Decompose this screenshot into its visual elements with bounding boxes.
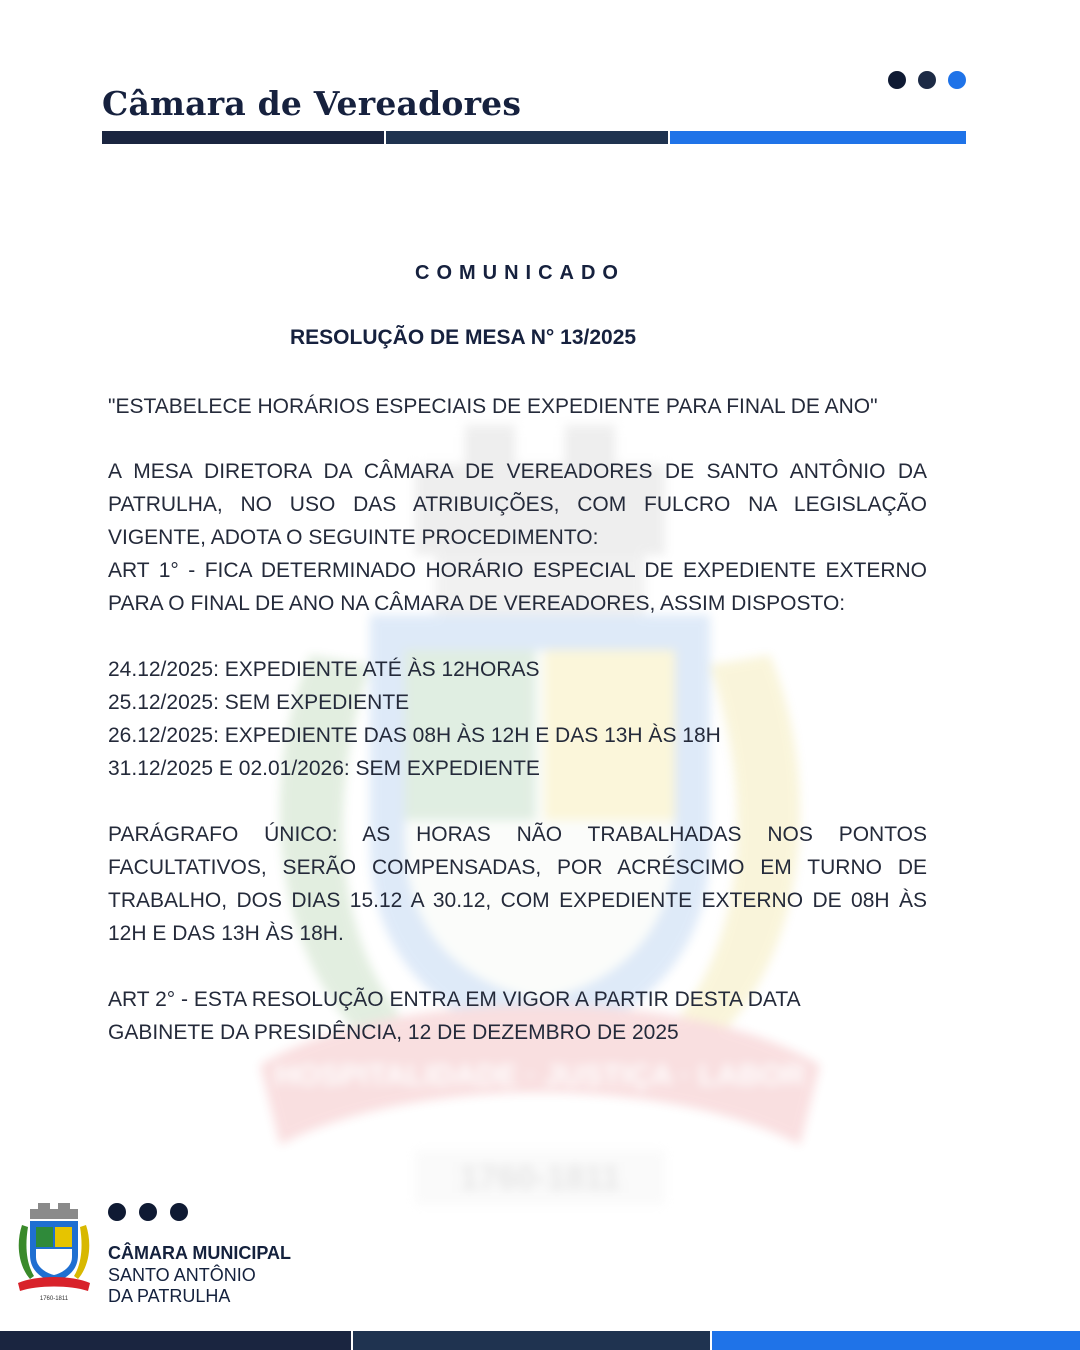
bar-segment-dark [102, 131, 384, 144]
schedule-item: 26.12/2025: EXPEDIENTE DAS 08H ÀS 12H E DAS 13H ÀS 18H [108, 724, 721, 747]
bar-segment-blue [670, 131, 966, 144]
header-dot [948, 71, 966, 89]
schedule-item: 24.12/2025: EXPEDIENTE ATÉ ÀS 12HORAS [108, 658, 540, 681]
signature-line: GABINETE DA PRESIDÊNCIA, 12 DE DEZEMBRO DE 2025 [108, 1021, 679, 1044]
resolution-ementa: "ESTABELECE HORÁRIOS ESPECIAIS DE EXPEDIENTE PARA FINAL DE ANO" [108, 395, 878, 418]
bar-segment-blue [712, 1331, 1080, 1350]
bar-segment-navy [386, 131, 668, 144]
article-1: ART 1° - FICA DETERMINADO HORÁRIO ESPECIAL DE EXPEDIENTE EXTERNO PARA O FINAL DE ANO NA CÂMARA DE VEREADORES, ASSIM DISPOSTO: [108, 559, 927, 615]
footer-dots [108, 1203, 188, 1221]
municipal-crest-logo [16, 1203, 92, 1303]
bar-segment-navy [353, 1331, 710, 1350]
resolution-number: RESOLUÇÃO DE MESA N° 13/2025 [290, 326, 637, 349]
resolution-preamble: A MESA DIRETORA DA CÂMARA DE VEREADORES DE SANTO ANTÔNIO DA PATRULHA, NO USO DAS ATRIBUIÇÕES, COM FULCRO NA LEGISLAÇÃO VIGENTE, ADOTA O SEGUINTE PROCEDIMENTO: [108, 460, 927, 549]
paragrafo-unico: PARÁGRAFO ÚNICO: AS HORAS NÃO TRABALHADAS NOS PONTOS FACULTATIVOS, SERÃO COMPENSADAS, POR ACRÉSCIMO EM TURNO DE TRABALHO, DOS DIAS 15.12 A 30.12, COM EXPEDIENTE EXTERNO DE 08H ÀS 12H E DAS 13H ÀS 18H. [108, 823, 927, 945]
crest-motto: HOSPITALIDADE · JUSTIÇA · LABOR [275, 1059, 805, 1092]
footer-divider-bar [0, 1331, 1080, 1350]
crest-years: 1760-1811 [459, 1159, 621, 1197]
document-heading: COMUNICADO [415, 262, 625, 284]
header-dots [888, 71, 966, 89]
header-dot [888, 71, 906, 89]
schedule-item: 31.12/2025 E 02.01/2026: SEM EXPEDIENTE [108, 757, 540, 780]
footer-city-line: DA PATRULHA [108, 1286, 231, 1306]
crest-logo-years: 1760-1811 [39, 1296, 69, 1302]
page-title: Câmara de Vereadores [102, 84, 522, 123]
footer-dot [108, 1203, 126, 1221]
footer-dot [170, 1203, 188, 1221]
bar-segment-dark [0, 1331, 351, 1350]
footer-city-line: SANTO ANTÔNIO [108, 1265, 256, 1285]
article-2: ART 2° - ESTA RESOLUÇÃO ENTRA EM VIGOR A PARTIR DESTA DATA [108, 988, 801, 1011]
header-divider-bar [102, 131, 966, 144]
schedule-item: 25.12/2025: SEM EXPEDIENTE [108, 691, 410, 714]
header-dot [918, 71, 936, 89]
footer-dot [139, 1203, 157, 1221]
footer-org-name: CÂMARA MUNICIPAL [108, 1243, 291, 1263]
footer-city-name [108, 1265, 256, 1307]
